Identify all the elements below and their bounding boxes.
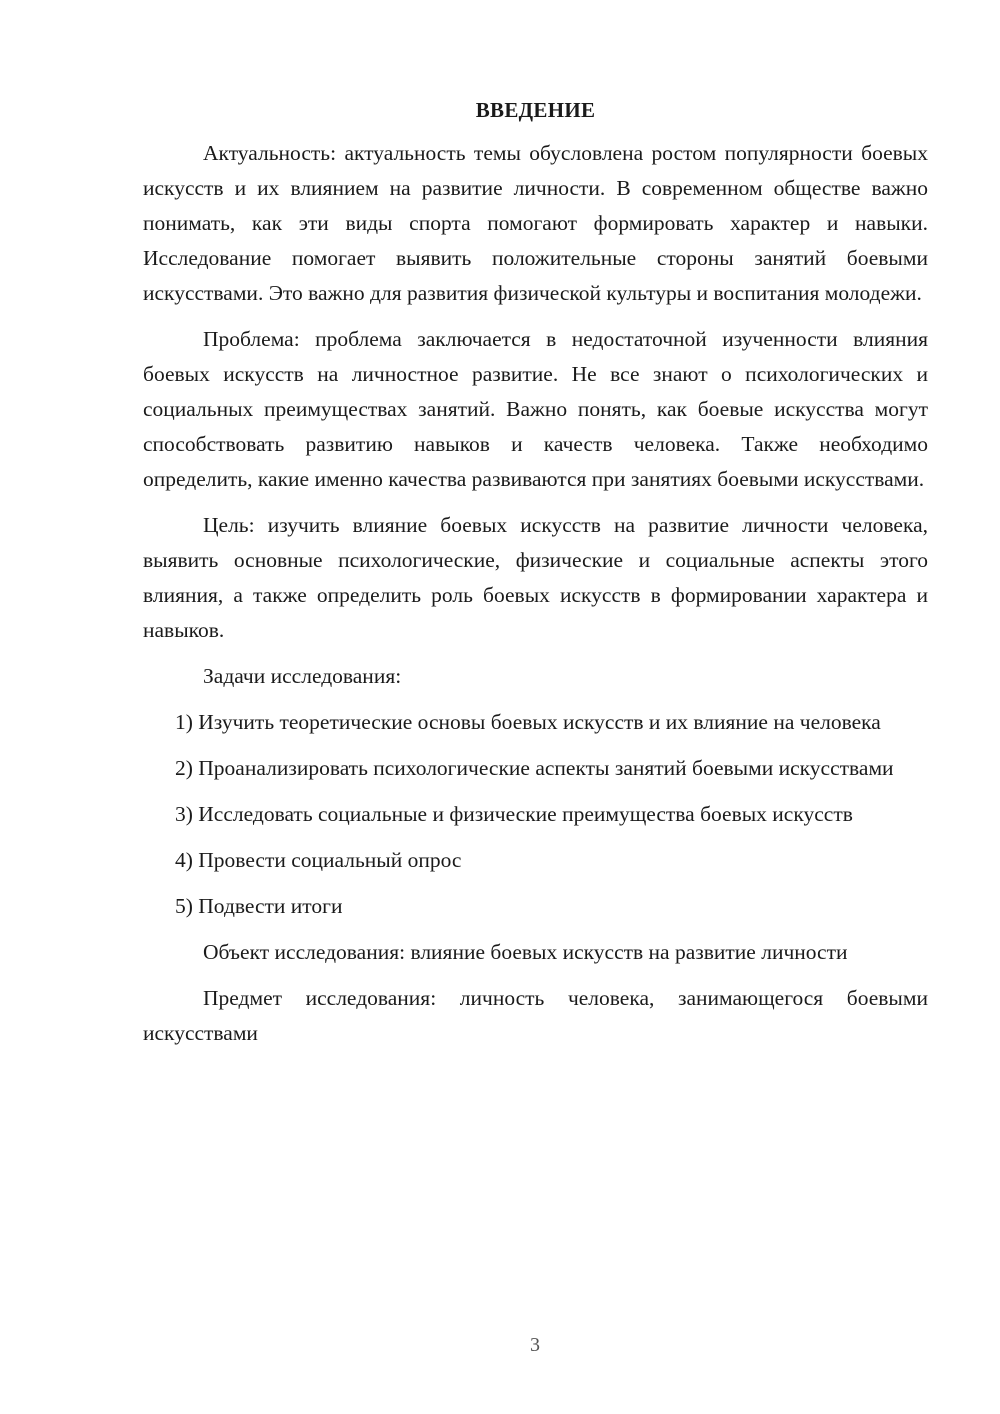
task-item-4: 4) Провести социальный опрос bbox=[175, 848, 462, 872]
page-content bbox=[143, 92, 928, 1062]
tasks-heading: Задачи исследования: bbox=[203, 664, 402, 688]
section-title: ВВЕДЕНИЕ bbox=[475, 98, 596, 122]
task-item-5: 5) Подвести итоги bbox=[175, 894, 343, 918]
page-number: 3 bbox=[530, 1334, 540, 1356]
goal-paragraph: Цель: изучить влияние боевых искусств на развитие личности человека, выявить основные психологические, физические и социальные аспекты этого влияния, а также определить роль боевых искусств в формировании характера и навыков. bbox=[143, 513, 928, 642]
research-object-paragraph: Объект исследования: влияние боевых искусств на развитие личности bbox=[203, 940, 848, 964]
task-item-1: 1) Изучить теоретические основы боевых искусств и их влияние на человека bbox=[175, 710, 881, 734]
problem-paragraph: Проблема: проблема заключается в недостаточной изученности влияния боевых искусств на личностное развитие. Не все знают о психологических и социальных преимуществах занятий. Важно понять, как боевые искусства могут способствовать развитию навыков и качеств человека. Также необходимо определить, какие именно качества развиваются при занятиях боевыми искусствами. bbox=[143, 327, 928, 491]
task-item-3: 3) Исследовать социальные и физические преимущества боевых искусств bbox=[175, 802, 853, 826]
relevance-paragraph: Актуальность: актуальность темы обусловлена ростом популярности боевых искусств и их влиянием на развитие личности. В современном обществе важно понимать, как эти виды спорта помогают формировать характер и навыки. Исследование помогает выявить положительные стороны занятий боевыми искусствами. Это важно для развития физической культуры и воспитания молодежи. bbox=[143, 141, 928, 305]
research-subject-paragraph: Предмет исследования: личность человека, занимающегося боевыми искусствами bbox=[143, 986, 928, 1045]
task-item-2: 2) Проанализировать психологические аспекты занятий боевыми искусствами bbox=[175, 756, 894, 780]
